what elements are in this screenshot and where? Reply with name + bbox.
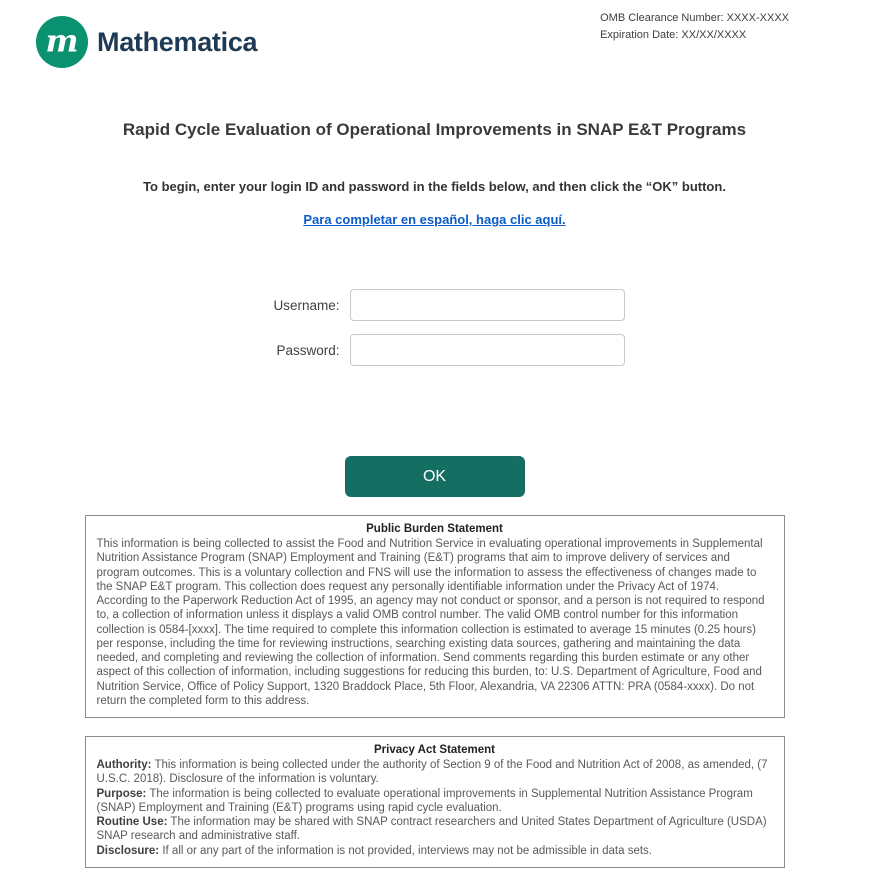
username-input[interactable] [350,289,625,321]
omb-clearance-number: OMB Clearance Number: XXXX-XXXX [600,12,789,24]
privacy-item-disclosure-label: Disclosure: [96,844,160,857]
spanish-link-container [0,211,869,229]
password-row [0,334,869,366]
mathematica-logo-icon [36,16,88,68]
omb-expiration-date: Expiration Date: XX/XX/XXXX [600,29,747,42]
password-input[interactable] [350,334,625,366]
username-label: Username: [273,297,340,313]
public-burden-statement-box [85,515,785,718]
privacy-item-routine-use-text: The information may be shared with SNAP contract researchers and United States Department of Agriculture (USDA) SNAP research and administrative staff. [96,816,767,843]
omb-info [600,10,789,44]
privacy-item-disclosure [97,844,773,858]
page-header [0,0,869,92]
privacy-item-routine-use [97,815,773,844]
privacy-item-purpose-label: Purpose: [96,787,147,800]
privacy-item-disclosure-text: If all or any part of the information is not provided, interviews may not be admissible in data sets. [162,844,652,857]
privacy-item-purpose [97,787,773,816]
username-row [0,289,869,321]
login-form [0,289,869,366]
public-burden-statement-title: Public Burden Statement [366,523,503,535]
privacy-act-statement-box [85,736,785,868]
mathematica-logo [36,16,257,68]
public-burden-statement-body: This information is being collected to assist the Food and Nutrition Service in evaluating operational improvements in Supplemental Nutrition Assistance Program (SNAP) Employment and Training (E&T) programs that aim to improve delivery of services and program outcomes. This is a voluntary collection and FNS will use the information to assess the effectiveness of changes made to the SNAP E&T program. This collection does request any personally identifiable information under the Privacy Act of 1974. According to the Paperwork Reduction Act of 1995, an agency may not conduct or sponsor, and a person is not required to respond to, a collection of information unless it displays a valid OMB control number. The valid OMB control number for this information collection is 0584-[xxxx]. The time required to complete this information collection is estimated to average 15 minutes (0.25 hours) per response, including the time for reviewing instructions, searching existing data sources, gathering and maintaining the data needed, and completing and reviewing the collection of information. Send comments regarding this burden estimate or any other aspect of this collection of information, including suggestions for reducing this burden, to: U.S. Department of Agriculture, Food and Nutrition Service, Office of Policy Support, 1320 Braddock Place, 5th Floor, Alexandria, VA 22306 ATTN: PRA (0584-xxxx). Do not return the completed form to this address. [96,538,765,707]
privacy-item-purpose-text: The information is being collected to evaluate operational improvements in Supplemental Nutrition Assistance Program (SNAP) Employment and Training (E&T) programs using rapid cycle evaluation. [96,787,753,814]
page-title: Rapid Cycle Evaluation of Operational Improvements in SNAP E&T Programs [122,120,747,139]
ok-button-container [0,456,869,497]
password-label: Password: [276,342,340,358]
ok-button[interactable]: OK [345,456,525,497]
login-instruction: To begin, enter your login ID and password in the fields below, and then click the “OK” button. [143,179,726,194]
privacy-act-statement-title: Privacy Act Statement [373,744,495,756]
privacy-item-authority-label: Authority: [96,759,152,771]
privacy-item-routine-use-label: Routine Use: [96,816,168,828]
privacy-item-authority [97,758,773,787]
spanish-language-link[interactable]: Para completar en español, haga clic aquí. [303,212,566,227]
svg-text:m: m [45,23,79,60]
mathematica-logo-text: Mathematica [97,26,258,57]
privacy-item-authority-text: This information is being collected under the authority of Section 9 of the Food and Nutrition Act of 2008, as amended, (7 U.S.C. 2018). Disclosure of the information is voluntary. [96,759,768,786]
